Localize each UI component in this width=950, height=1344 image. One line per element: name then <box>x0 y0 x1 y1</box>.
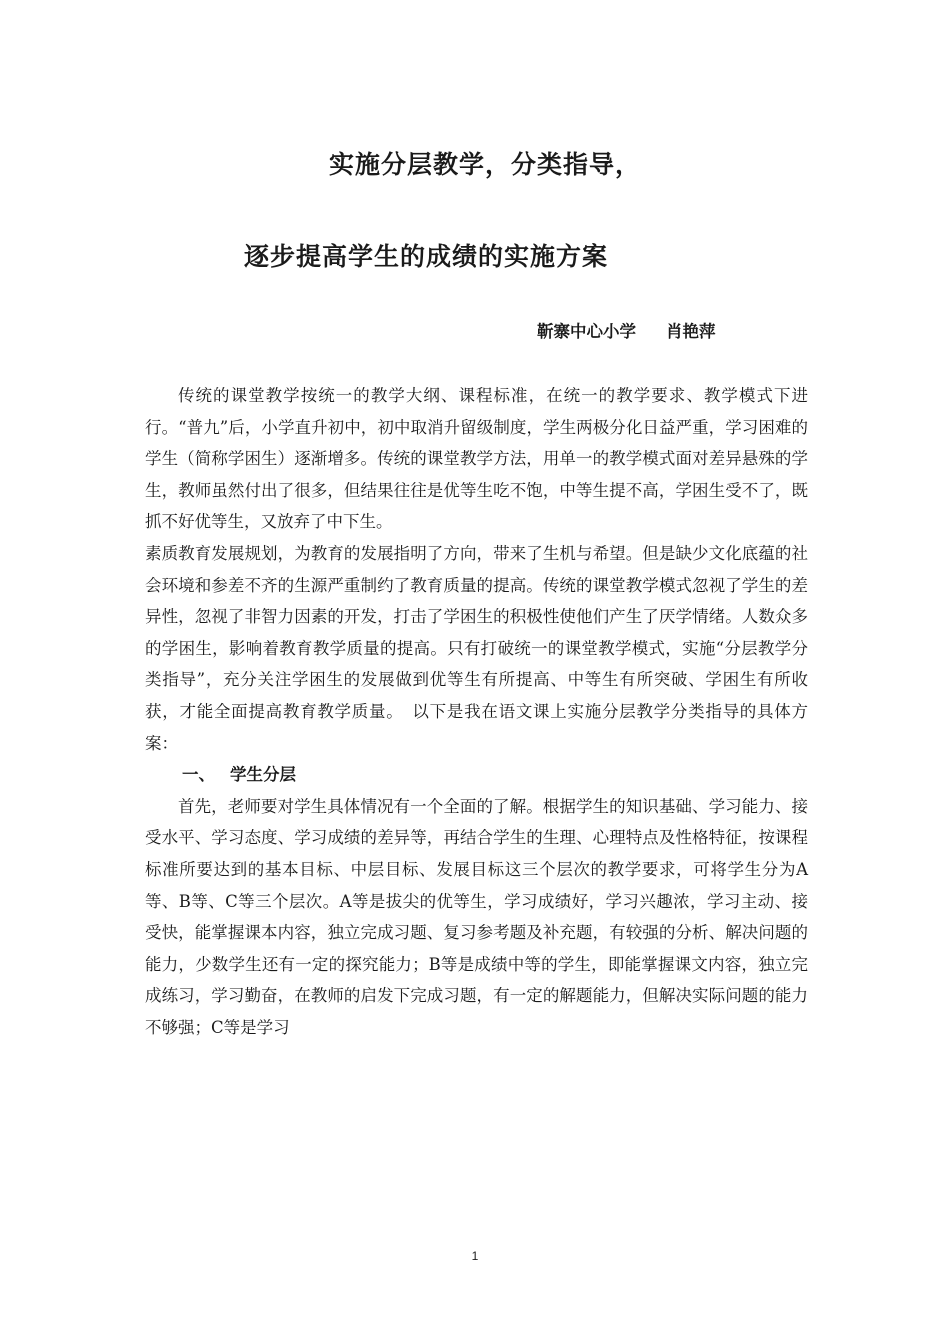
author-name: 肖艳萍 <box>666 322 716 341</box>
school-name: 靳寨中心小学 <box>537 322 636 341</box>
page-number: 1 <box>471 1249 479 1263</box>
paragraph-2: 素质教育发展规划，为教育的发展指明了方向，带来了生机与希望。但是缺少文化底蕴的社会环境和参差不齐的生源严重制约了教育质量的提高。传统的课堂教学模式忽视了学生的差异性，忽视了非智力因素的开发，打击了学困生的积极性使他们产生了厌学情绪。人数众多的学困生，影响着教育教学质量的提高。只有打破统一的课堂教学模式，实施“分层教学分类指导”，充分关注学困生的发展做到优等生有所提高、中等生有所突破、学困生有所收获，才能全面提高教育教学质量。 以下是我在语文课上实施分层教学分类指导的具体方案： <box>145 543 808 753</box>
section-title: 学生分层 <box>230 765 296 785</box>
paragraph-1: 传统的课堂教学按统一的教学大纲、课程标准，在统一的教学要求、教学模式下进行。“普九”后，小学直升初中，初中取消升留级制度，学生两极分化日益严重，学习困难的学生（简称学困生）逐渐增多。传统的课堂教学方法，用单一的教学模式面对差异悬殊的学生，教师虽然付出了很多，但结果往往是优等生吃不饱，中等生提不高，学困生受不了，既抓不好优等生，又放弃了中下生。 <box>145 386 808 532</box>
document-body <box>145 380 808 1043</box>
section-number: 一、 <box>182 765 215 785</box>
document-title-line-1: 实施分层教学，分类指导， <box>328 150 641 179</box>
paragraph-3: 首先，老师要对学生具体情况有一个全面的了解。根据学生的知识基础、学习能力、接受水平、学习态度、学习成绩的差异等，再结合学生的生理、心理特点及性格特征，按课程标准所要达到的基本目标、中层目标、发展目标这三个层次的教学要求，可将学生分为A等、B等、C等三个层次。A等是拔尖的优等生，学习成绩好，学习兴趣浓，学习主动、接受快，能掌握课本内容，独立完成习题、复习参考题及补充题，有较强的分析、解决问题的能力，少数学生还有一定的探究能力；B等是成绩中等的学生，即能掌握课文内容，独立完成练习，学习勤奋，在教师的启发下完成习题，有一定的解题能力，但解决实际问题的能力不够强；C等是学习 <box>145 796 808 1037</box>
byline <box>537 318 716 342</box>
document-title-line-2: 逐步提高学生的成绩的实施方案 <box>244 242 609 271</box>
section-heading-1 <box>145 759 808 791</box>
